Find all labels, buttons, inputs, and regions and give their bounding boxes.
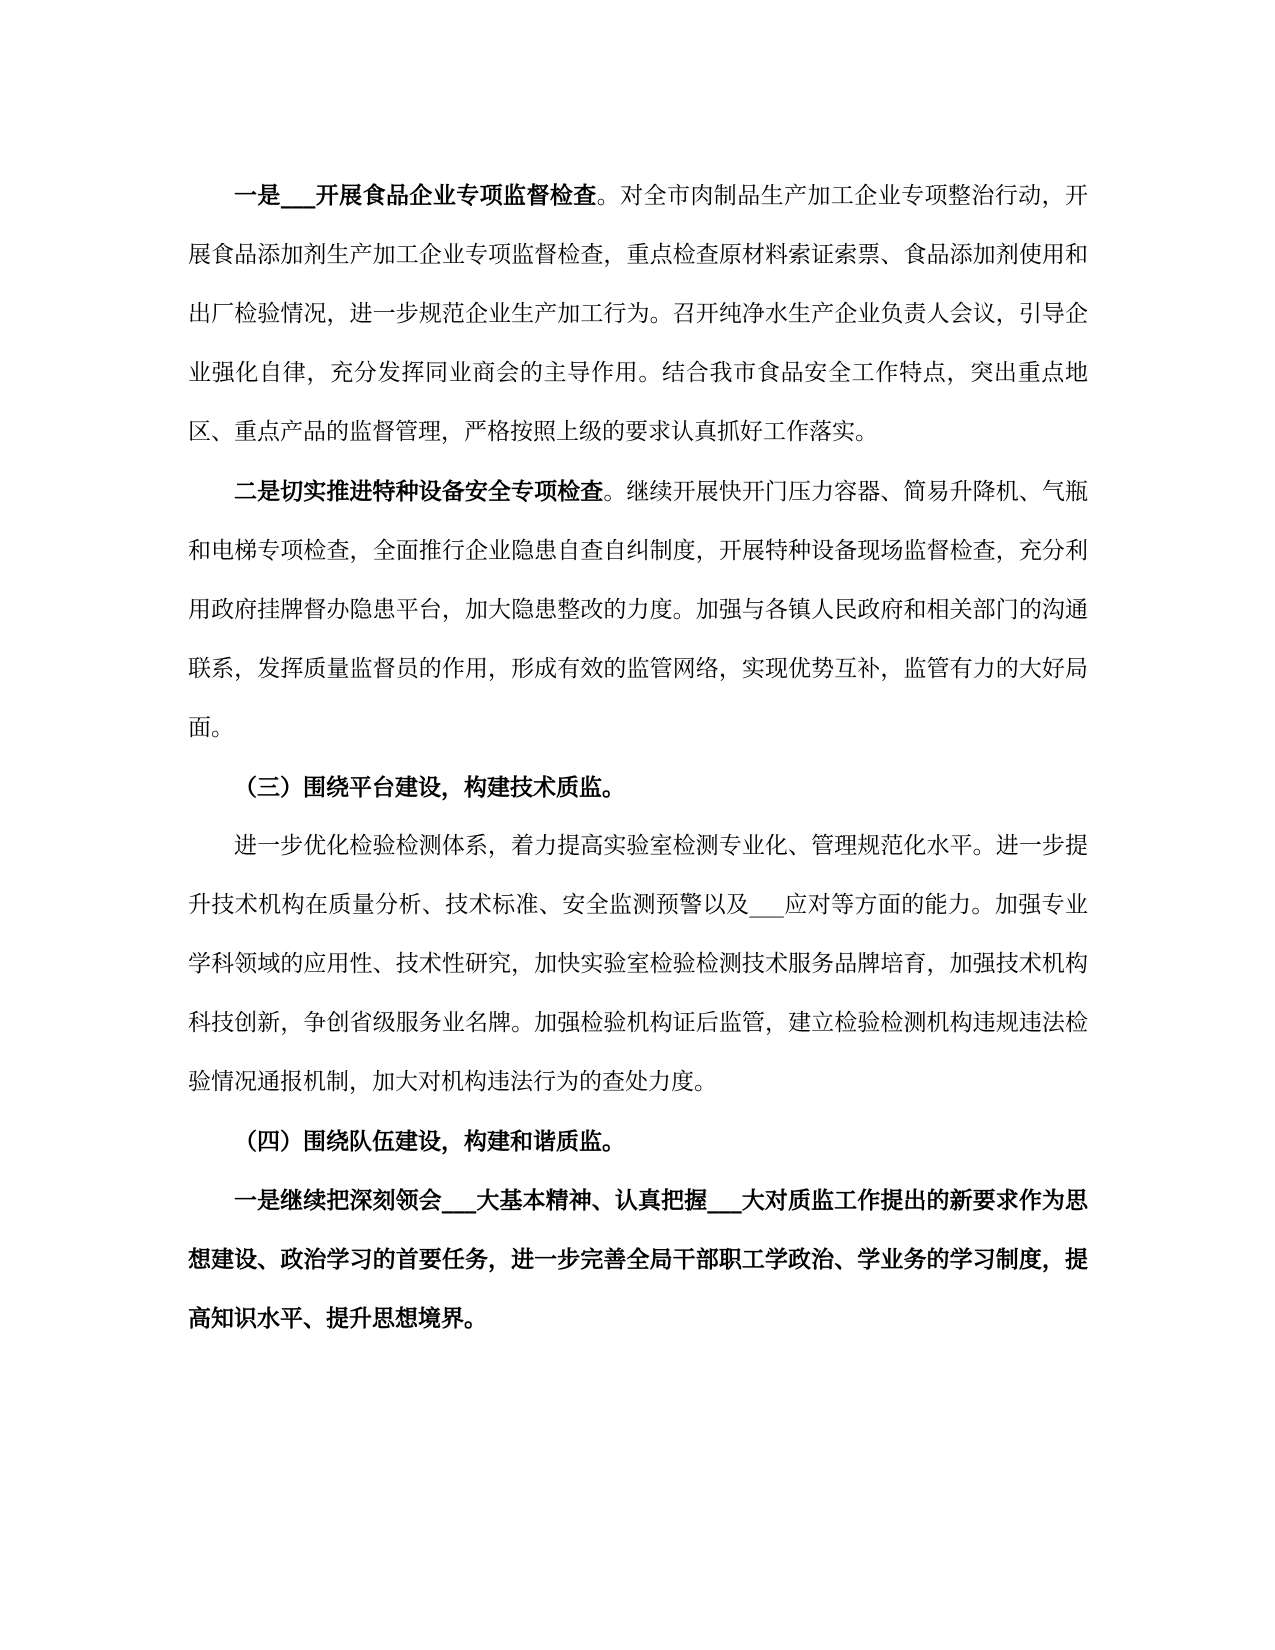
paragraph-text: 。对全市肉制品生产加工企业专项整治行动，开展食品添加剂生产加工企业专项监督检查，重点检查原材料索证索票、食品添加剂使用和出厂检验情况，进一步规范企业生产加工行为。召开纯净水生产企业负责人会议，引导企业强化自律，充分发挥同业商会的主导作用。结合我市食品安全工作特点，突出重点地区、重点产品的监督管理，严格按照上级的要求认真抓好工作落实。 bbox=[188, 183, 1089, 445]
paragraph-special-equipment bbox=[188, 462, 1088, 758]
paragraph-technical-platform: 进一步优化检验检测体系，着力提高实验室检测专业化、管理规范化水平。进一步提升技术机构在质量分析、技术标准、安全监测预警以及___应对等方面的能力。加强专业学科领域的应用性、技术性研究，加快实验室检验检测技术服务品牌培育，加强技术机构科技创新，争创省级服务业名牌。加强检验机构证后监管，建立检验检测机构违规违法检验情况通报机制，加大对机构违法行为的查处力度。 bbox=[188, 833, 1088, 1095]
paragraph-lead: 一是___开展食品企业专项监督检查 bbox=[234, 182, 597, 209]
document-body bbox=[188, 166, 1088, 1348]
paragraph-text: 。继续开展快开门压力容器、简易升降机、气瓶和电梯专项检查，全面推行企业隐患自查自纠制度，开展特种设备现场监督检查，充分利用政府挂牌督办隐患平台，加大隐患整改的力度。加强与各镇人民政府和相关部门的沟通联系，发挥质量监督员的作用，形成有效的监管网络，实现优势互补，监管有力的大好局面。 bbox=[188, 479, 1089, 741]
paragraph-team-building: 一是继续把深刻领会___大基本精神、认真把握___大对质监工作提出的新要求作为思想建设、政治学习的首要任务，进一步完善全局干部职工学政治、学业务的学习制度，提高知识水平、提升思想境界。 bbox=[188, 1187, 1088, 1332]
section-heading-3: （三）围绕平台建设，构建技术质监。 bbox=[234, 774, 625, 801]
paragraph-food-inspection bbox=[188, 166, 1088, 462]
paragraph-lead: 二是切实推进特种设备安全专项检查 bbox=[234, 478, 604, 505]
section-heading-4: （四）围绕队伍建设，构建和谐质监。 bbox=[234, 1128, 625, 1155]
